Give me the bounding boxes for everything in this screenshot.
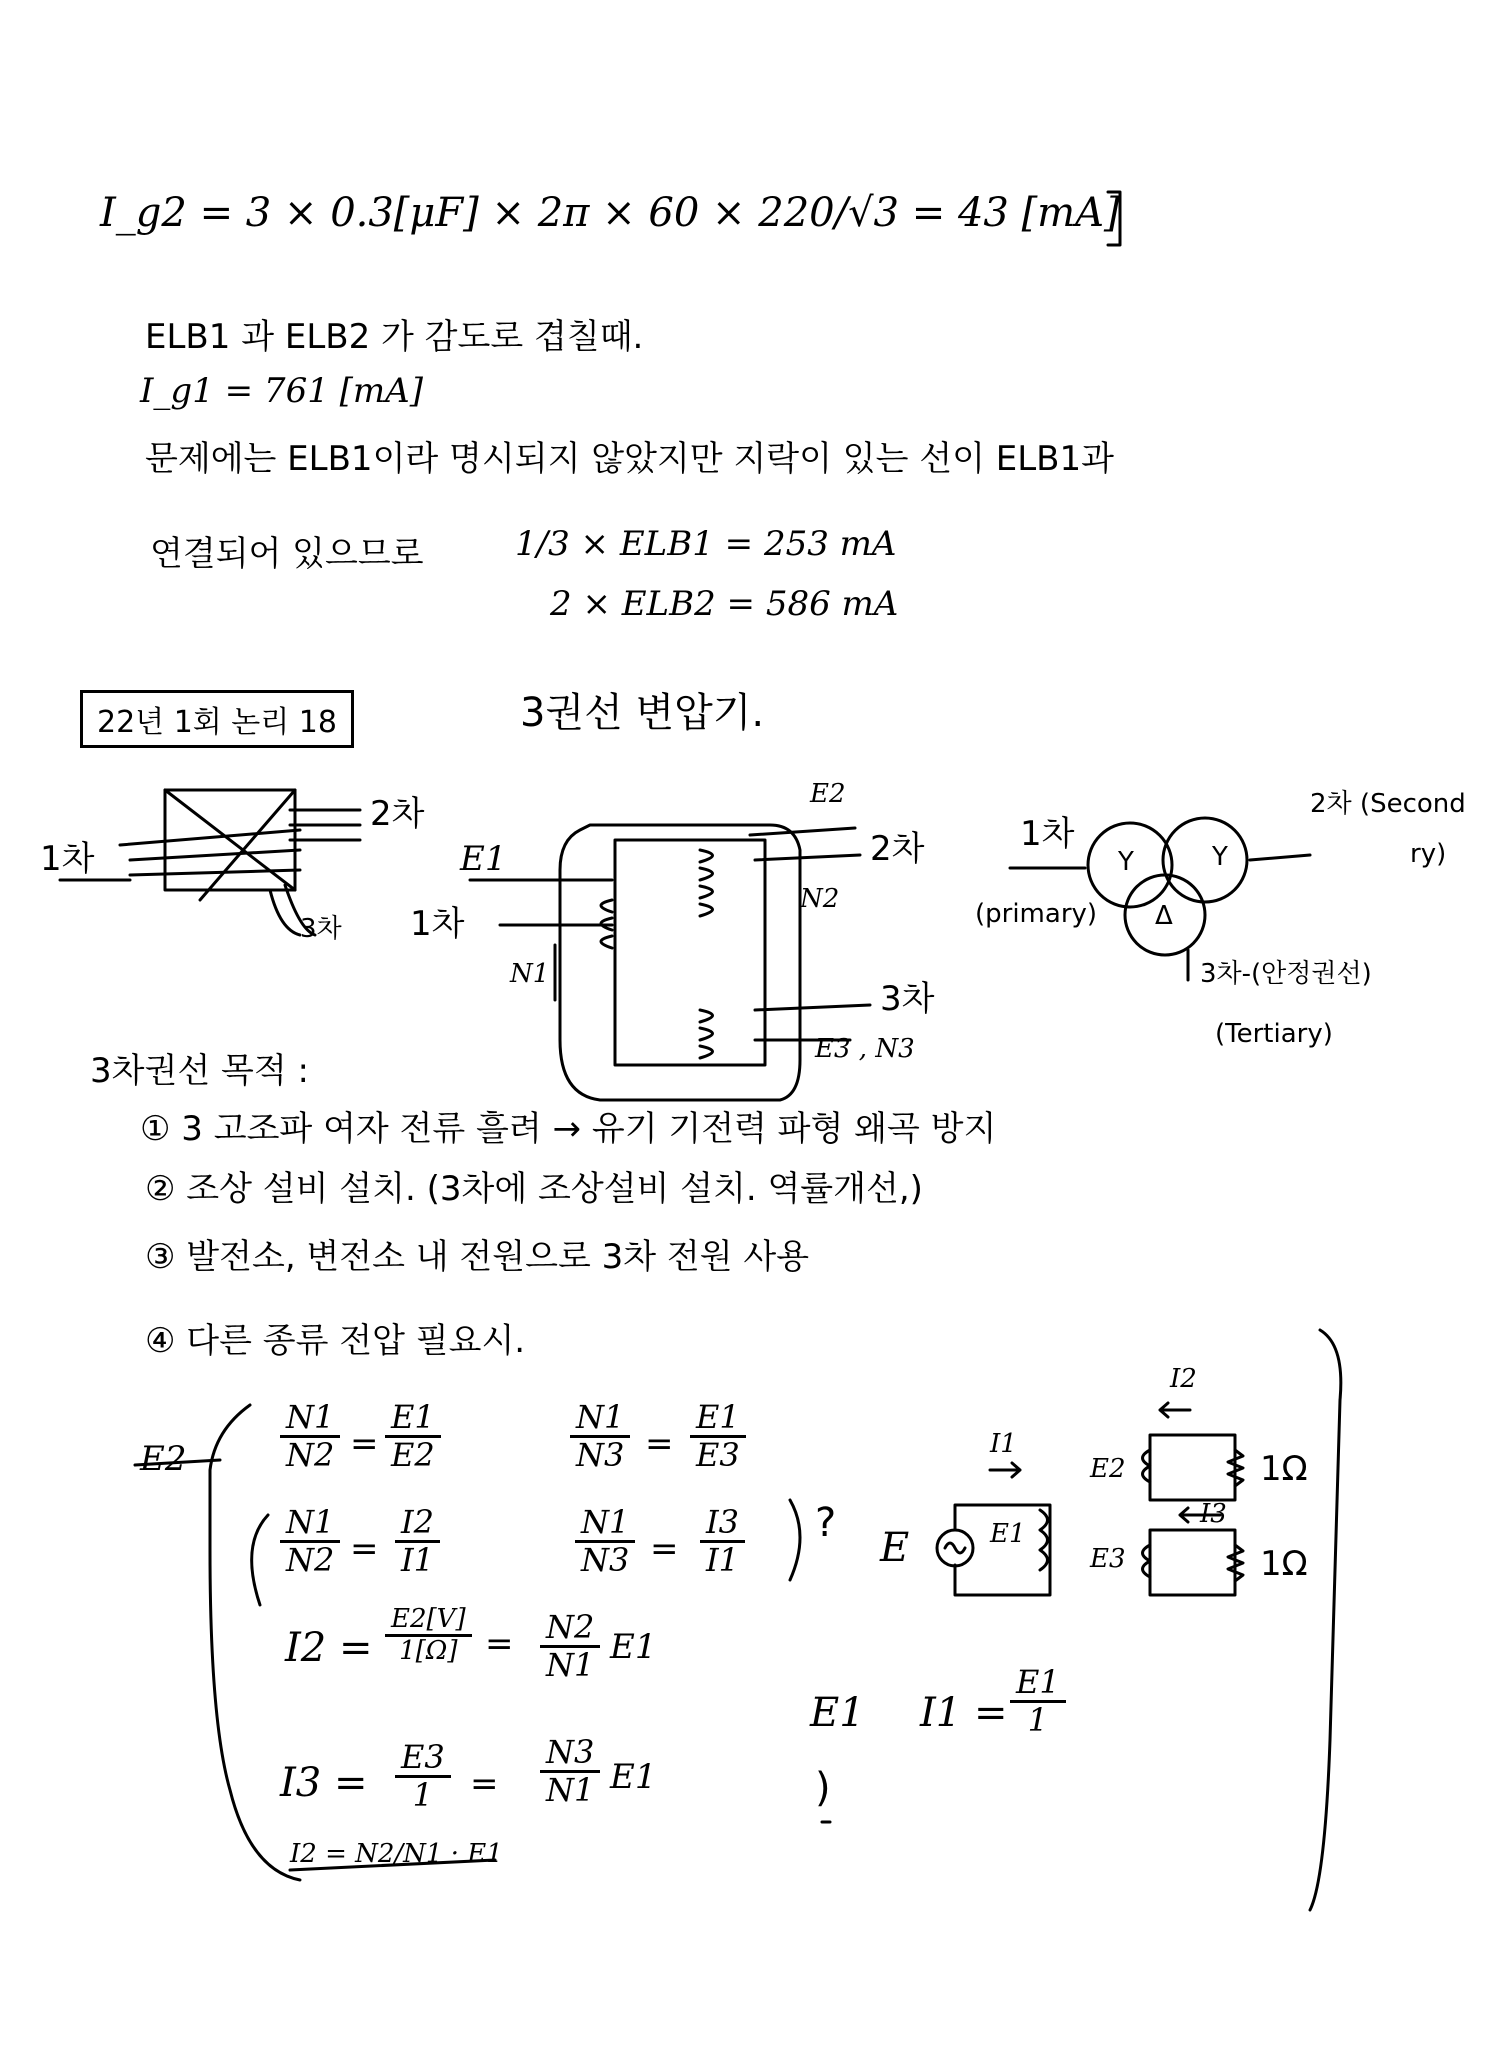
ratio-n1-n3-i: $\frac{N1}{N3}$ [575, 1505, 635, 1578]
circuit-r1: 1Ω [1260, 1449, 1308, 1489]
eq-sign: = [470, 1764, 499, 1804]
struck-e2: E2 [140, 1439, 187, 1479]
purpose-item-2: ② 조상 설비 설치. (3차에 조상설비 설치. 역률개선,) [145, 1169, 923, 1209]
purpose-item-4: ④ 다른 종류 전압 필요시. [145, 1321, 526, 1361]
open-close-paren: ) [815, 1765, 831, 1811]
d2-primary-label: 1차 [410, 904, 465, 944]
d3-secondary-label: 2차 (Second [1310, 789, 1466, 819]
circuit-e2: E2 [1090, 1454, 1126, 1484]
ratio-e1-e2: $\frac{E1}{E2}$ [385, 1400, 441, 1473]
d3-y2-label: Y [1212, 842, 1228, 872]
d2-e2-label: E2 [810, 779, 846, 809]
circuit-e1: E1 [990, 1519, 1026, 1549]
i1-lhs-label: E1 [810, 1690, 865, 1736]
elb1-third: 1/3 × ELB1 = 253 mA [515, 524, 897, 564]
ratio-i2-i1: $\frac{I2}{I1}$ [395, 1505, 440, 1578]
connection-note: 연결되어 있으므로 [150, 534, 424, 574]
i1-fraction: $\frac{E1}{1}$ [1010, 1665, 1066, 1738]
eq-sign: = [485, 1624, 514, 1664]
ratio-n1-n2-e: $\frac{N1}{N2}$ [280, 1400, 340, 1473]
d2-e1-label: E1 [460, 839, 507, 879]
d1-tertiary-label: 3차 [300, 914, 342, 944]
d3-primary-label: 1차 [1020, 814, 1075, 854]
exam-reference-box: 22년 1회 논리 18 [80, 690, 354, 748]
circuit-r2: 1Ω [1260, 1544, 1308, 1584]
i2-turns-fraction: $\frac{N2}{N1}$ [540, 1610, 600, 1683]
d3-tertiary-en-label: (Tertiary) [1215, 1019, 1333, 1049]
circuit-source-e: E [880, 1525, 910, 1571]
elb-overlap-note: ELB1 과 ELB2 가 감도로 겹칠때. [145, 317, 644, 357]
purpose-item-1: ① 3 고조파 여자 전류 흘려 → 유기 기전력 파형 왜곡 방지 [140, 1109, 997, 1149]
i2-tail: E1 [610, 1627, 657, 1667]
d1-primary-label: 1차 [40, 839, 95, 879]
ig1-value: I_g1 = 761 [mA] [140, 371, 423, 411]
problem-note: 문제에는 ELB1이라 명시되지 않았지만 지락이 있는 선이 ELB1과 [145, 439, 1114, 479]
ratio-n1-n3-e: $\frac{N1}{N3}$ [570, 1400, 630, 1473]
circuit-i2: I2 [1170, 1364, 1197, 1394]
i3-lhs: I3 = [280, 1760, 368, 1806]
d3-secondary-label-2: ry) [1410, 839, 1447, 869]
d2-tertiary-label: 3차 [880, 979, 935, 1019]
i2-ohm-fraction: $\frac{E2[V]}{1[\Omega]}$ [385, 1605, 472, 1665]
ratio-n1-n2-i: $\frac{N1}{N2}$ [280, 1505, 340, 1578]
eq-sign: = [645, 1424, 674, 1464]
i1-equals: I1 = [920, 1690, 1008, 1736]
circuit-i1: I1 [990, 1429, 1017, 1459]
d3-primary-en-label: (primary) [975, 899, 1098, 929]
ratio-i3-i1: $\frac{I3}{I1}$ [700, 1505, 745, 1578]
purpose-item-3: ③ 발전소, 변전소 내 전원으로 3차 전원 사용 [145, 1237, 810, 1277]
d3-delta-label: Δ [1155, 901, 1173, 931]
i3-tail: E1 [610, 1757, 657, 1797]
question-mark: ? [815, 1500, 837, 1546]
ig2-equation: I_g2 = 3 × 0.3[μF] × 2π × 60 × 220/√3 = 43 [mA] [100, 190, 1120, 236]
d2-e3n3-label: E3 , N3 [815, 1034, 915, 1064]
d3-tertiary-label: 3차-(안정권선) [1200, 959, 1372, 989]
struck-i2-equation: I2 = N2/N1 · E1 [290, 1839, 503, 1869]
eq-sign: = [350, 1424, 379, 1464]
purpose-title: 3차권선 목적 : [90, 1051, 309, 1091]
d2-n2-label: N2 [800, 884, 840, 914]
eq-sign: = [650, 1529, 679, 1569]
circuit-e3: E3 [1090, 1544, 1126, 1574]
elb2-double: 2 × ELB2 = 586 mA [550, 584, 899, 624]
d3-y1-label: Y [1118, 847, 1134, 877]
i3-ohm-fraction: $\frac{E3}{1}$ [395, 1740, 451, 1813]
section-heading: 3권선 변압기. [520, 690, 765, 736]
d1-secondary-label: 2차 [370, 794, 425, 834]
ratio-e1-e3: $\frac{E1}{E3}$ [690, 1400, 746, 1473]
i2-lhs: I2 = [285, 1625, 373, 1671]
eq-sign: = [350, 1529, 379, 1569]
i3-turns-fraction: $\frac{N3}{N1}$ [540, 1735, 600, 1808]
d2-secondary-label: 2차 [870, 829, 925, 869]
circuit-i3: I3 [1200, 1499, 1227, 1529]
d2-n1-label: N1 [510, 959, 550, 989]
